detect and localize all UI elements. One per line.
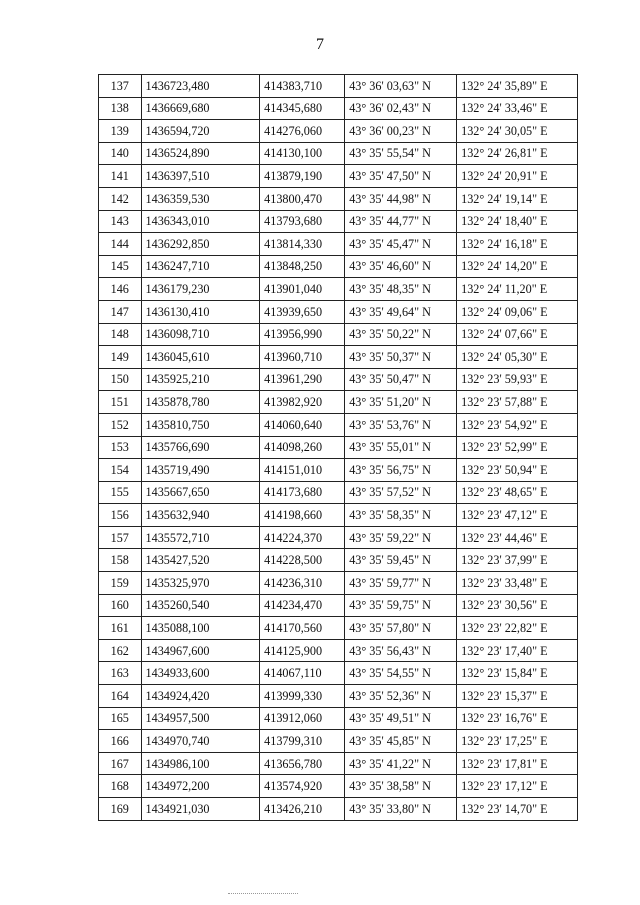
- table-row: [99, 413, 578, 436]
- latitude-cell: 43° 35' 59,45" N: [345, 549, 457, 572]
- point-number-cell: 143: [99, 210, 142, 233]
- table-row: [99, 504, 578, 527]
- table-row: [99, 639, 578, 662]
- point-number-cell: 164: [99, 685, 142, 708]
- table-row: [99, 617, 578, 640]
- y-coordinate-cell: 413656,780: [260, 752, 345, 775]
- longitude-cell: 132° 23' 37,99" E: [457, 549, 578, 572]
- table-row: [99, 549, 578, 572]
- y-coordinate-cell: 413814,330: [260, 233, 345, 256]
- longitude-cell: 132° 23' 50,94" E: [457, 459, 578, 482]
- latitude-cell: 43° 35' 48,35" N: [345, 278, 457, 301]
- point-number-cell: 157: [99, 526, 142, 549]
- longitude-cell: 132° 23' 17,12" E: [457, 775, 578, 798]
- x-coordinate-cell: 1436343,010: [141, 210, 260, 233]
- latitude-cell: 43° 35' 53,76" N: [345, 413, 457, 436]
- point-number-cell: 147: [99, 300, 142, 323]
- x-coordinate-cell: 1436397,510: [141, 165, 260, 188]
- y-coordinate-cell: 414234,470: [260, 594, 345, 617]
- y-coordinate-cell: 413793,680: [260, 210, 345, 233]
- table-row: [99, 368, 578, 391]
- table-row: [99, 594, 578, 617]
- latitude-cell: 43° 35' 59,75" N: [345, 594, 457, 617]
- point-number-cell: 154: [99, 459, 142, 482]
- table-row: [99, 775, 578, 798]
- latitude-cell: 43° 35' 45,85" N: [345, 730, 457, 753]
- point-number-cell: 148: [99, 323, 142, 346]
- latitude-cell: 43° 36' 03,63" N: [345, 75, 457, 98]
- point-number-cell: 137: [99, 75, 142, 98]
- longitude-cell: 132° 24' 09,06" E: [457, 300, 578, 323]
- longitude-cell: 132° 23' 59,93" E: [457, 368, 578, 391]
- latitude-cell: 43° 35' 46,60" N: [345, 255, 457, 278]
- point-number-cell: 151: [99, 391, 142, 414]
- x-coordinate-cell: 1435667,650: [141, 481, 260, 504]
- y-coordinate-cell: 414236,310: [260, 572, 345, 595]
- longitude-cell: 132° 24' 20,91" E: [457, 165, 578, 188]
- point-number-cell: 138: [99, 97, 142, 120]
- longitude-cell: 132° 23' 54,92" E: [457, 413, 578, 436]
- y-coordinate-cell: 413901,040: [260, 278, 345, 301]
- point-number-cell: 156: [99, 504, 142, 527]
- latitude-cell: 43° 35' 56,43" N: [345, 639, 457, 662]
- table-row: [99, 323, 578, 346]
- y-coordinate-cell: 413800,470: [260, 187, 345, 210]
- y-coordinate-cell: 414224,370: [260, 526, 345, 549]
- y-coordinate-cell: 414098,260: [260, 436, 345, 459]
- point-number-cell: 142: [99, 187, 142, 210]
- x-coordinate-cell: 1436594,720: [141, 120, 260, 143]
- point-number-cell: 168: [99, 775, 142, 798]
- latitude-cell: 43° 35' 52,36" N: [345, 685, 457, 708]
- x-coordinate-cell: 1436292,850: [141, 233, 260, 256]
- latitude-cell: 43° 35' 58,35" N: [345, 504, 457, 527]
- y-coordinate-cell: 413574,920: [260, 775, 345, 798]
- y-coordinate-cell: 414345,680: [260, 97, 345, 120]
- table-row: [99, 481, 578, 504]
- longitude-cell: 132° 24' 30,05" E: [457, 120, 578, 143]
- longitude-cell: 132° 23' 16,76" E: [457, 707, 578, 730]
- latitude-cell: 43° 35' 41,22" N: [345, 752, 457, 775]
- point-number-cell: 153: [99, 436, 142, 459]
- y-coordinate-cell: 414198,660: [260, 504, 345, 527]
- x-coordinate-cell: 1434967,600: [141, 639, 260, 662]
- table-row: [99, 752, 578, 775]
- scan-artifact-line: [228, 893, 298, 894]
- table-row: [99, 798, 578, 821]
- page-number: 7: [316, 36, 324, 53]
- y-coordinate-cell: 413912,060: [260, 707, 345, 730]
- point-number-cell: 161: [99, 617, 142, 640]
- x-coordinate-cell: 1435810,750: [141, 413, 260, 436]
- y-coordinate-cell: 413982,920: [260, 391, 345, 414]
- longitude-cell: 132° 23' 17,81" E: [457, 752, 578, 775]
- x-coordinate-cell: 1435427,520: [141, 549, 260, 572]
- latitude-cell: 43° 35' 55,54" N: [345, 142, 457, 165]
- table-row: [99, 97, 578, 120]
- x-coordinate-cell: 1435572,710: [141, 526, 260, 549]
- table-row: [99, 165, 578, 188]
- latitude-cell: 43° 35' 50,22" N: [345, 323, 457, 346]
- y-coordinate-cell: 413848,250: [260, 255, 345, 278]
- point-number-cell: 158: [99, 549, 142, 572]
- longitude-cell: 132° 23' 15,84" E: [457, 662, 578, 685]
- longitude-cell: 132° 24' 14,20" E: [457, 255, 578, 278]
- y-coordinate-cell: 413799,310: [260, 730, 345, 753]
- y-coordinate-cell: 413939,650: [260, 300, 345, 323]
- latitude-cell: 43° 35' 59,77" N: [345, 572, 457, 595]
- y-coordinate-cell: 414170,560: [260, 617, 345, 640]
- y-coordinate-cell: 413960,710: [260, 346, 345, 369]
- y-coordinate-cell: 414383,710: [260, 75, 345, 98]
- x-coordinate-cell: 1435632,940: [141, 504, 260, 527]
- latitude-cell: 43° 35' 38,58" N: [345, 775, 457, 798]
- x-coordinate-cell: 1434921,030: [141, 798, 260, 821]
- longitude-cell: 132° 23' 44,46" E: [457, 526, 578, 549]
- x-coordinate-cell: 1435260,540: [141, 594, 260, 617]
- y-coordinate-cell: 413956,990: [260, 323, 345, 346]
- longitude-cell: 132° 24' 05,30" E: [457, 346, 578, 369]
- table-row: [99, 142, 578, 165]
- longitude-cell: 132° 24' 33,46" E: [457, 97, 578, 120]
- longitude-cell: 132° 23' 17,40" E: [457, 639, 578, 662]
- point-number-cell: 159: [99, 572, 142, 595]
- table-row: [99, 210, 578, 233]
- point-number-cell: 152: [99, 413, 142, 436]
- table-row: [99, 436, 578, 459]
- longitude-cell: 132° 23' 33,48" E: [457, 572, 578, 595]
- latitude-cell: 43° 35' 44,98" N: [345, 187, 457, 210]
- longitude-cell: 132° 23' 22,82" E: [457, 617, 578, 640]
- latitude-cell: 43° 35' 49,64" N: [345, 300, 457, 323]
- point-number-cell: 139: [99, 120, 142, 143]
- x-coordinate-cell: 1435719,490: [141, 459, 260, 482]
- latitude-cell: 43° 35' 59,22" N: [345, 526, 457, 549]
- y-coordinate-cell: 413961,290: [260, 368, 345, 391]
- longitude-cell: 132° 24' 18,40" E: [457, 210, 578, 233]
- latitude-cell: 43° 35' 55,01" N: [345, 436, 457, 459]
- table-row: [99, 233, 578, 256]
- table-row: [99, 391, 578, 414]
- y-coordinate-cell: 414151,010: [260, 459, 345, 482]
- latitude-cell: 43° 35' 54,55" N: [345, 662, 457, 685]
- point-number-cell: 150: [99, 368, 142, 391]
- y-coordinate-cell: 414125,900: [260, 639, 345, 662]
- point-number-cell: 155: [99, 481, 142, 504]
- longitude-cell: 132° 24' 07,66" E: [457, 323, 578, 346]
- y-coordinate-cell: 413879,190: [260, 165, 345, 188]
- table-row: [99, 685, 578, 708]
- latitude-cell: 43° 36' 00,23" N: [345, 120, 457, 143]
- table-row: [99, 120, 578, 143]
- x-coordinate-cell: 1435325,970: [141, 572, 260, 595]
- latitude-cell: 43° 35' 51,20" N: [345, 391, 457, 414]
- longitude-cell: 132° 23' 30,56" E: [457, 594, 578, 617]
- x-coordinate-cell: 1436524,890: [141, 142, 260, 165]
- point-number-cell: 160: [99, 594, 142, 617]
- latitude-cell: 43° 35' 44,77" N: [345, 210, 457, 233]
- longitude-cell: 132° 23' 48,65" E: [457, 481, 578, 504]
- longitude-cell: 132° 23' 14,70" E: [457, 798, 578, 821]
- point-number-cell: 146: [99, 278, 142, 301]
- y-coordinate-cell: 414173,680: [260, 481, 345, 504]
- longitude-cell: 132° 23' 52,99" E: [457, 436, 578, 459]
- x-coordinate-cell: 1435766,690: [141, 436, 260, 459]
- y-coordinate-cell: 414060,640: [260, 413, 345, 436]
- latitude-cell: 43° 35' 57,52" N: [345, 481, 457, 504]
- table-row: [99, 730, 578, 753]
- latitude-cell: 43° 35' 50,47" N: [345, 368, 457, 391]
- longitude-cell: 132° 24' 26,81" E: [457, 142, 578, 165]
- x-coordinate-cell: 1435878,780: [141, 391, 260, 414]
- y-coordinate-cell: 414276,060: [260, 120, 345, 143]
- x-coordinate-cell: 1436723,480: [141, 75, 260, 98]
- latitude-cell: 43° 35' 33,80" N: [345, 798, 457, 821]
- x-coordinate-cell: 1436179,230: [141, 278, 260, 301]
- x-coordinate-cell: 1434972,200: [141, 775, 260, 798]
- x-coordinate-cell: 1434924,420: [141, 685, 260, 708]
- x-coordinate-cell: 1434986,100: [141, 752, 260, 775]
- y-coordinate-cell: 414228,500: [260, 549, 345, 572]
- latitude-cell: 43° 35' 47,50" N: [345, 165, 457, 188]
- latitude-cell: 43° 35' 49,51" N: [345, 707, 457, 730]
- table-row: [99, 572, 578, 595]
- table-row: [99, 459, 578, 482]
- longitude-cell: 132° 24' 19,14" E: [457, 187, 578, 210]
- x-coordinate-cell: 1436098,710: [141, 323, 260, 346]
- x-coordinate-cell: 1436669,680: [141, 97, 260, 120]
- point-number-cell: 149: [99, 346, 142, 369]
- point-number-cell: 140: [99, 142, 142, 165]
- point-number-cell: 166: [99, 730, 142, 753]
- point-number-cell: 144: [99, 233, 142, 256]
- latitude-cell: 43° 35' 50,37" N: [345, 346, 457, 369]
- x-coordinate-cell: 1436359,530: [141, 187, 260, 210]
- x-coordinate-cell: 1436045,610: [141, 346, 260, 369]
- longitude-cell: 132° 23' 15,37" E: [457, 685, 578, 708]
- latitude-cell: 43° 36' 02,43" N: [345, 97, 457, 120]
- point-number-cell: 165: [99, 707, 142, 730]
- point-number-cell: 141: [99, 165, 142, 188]
- coordinates-table: [98, 74, 578, 821]
- point-number-cell: 145: [99, 255, 142, 278]
- longitude-cell: 132° 23' 47,12" E: [457, 504, 578, 527]
- table-row: [99, 662, 578, 685]
- x-coordinate-cell: 1434933,600: [141, 662, 260, 685]
- longitude-cell: 132° 24' 11,20" E: [457, 278, 578, 301]
- y-coordinate-cell: 414067,110: [260, 662, 345, 685]
- table-row: [99, 707, 578, 730]
- coordinates-table-body: [99, 75, 578, 821]
- table-row: [99, 255, 578, 278]
- y-coordinate-cell: 413426,210: [260, 798, 345, 821]
- table-row: [99, 346, 578, 369]
- latitude-cell: 43° 35' 56,75" N: [345, 459, 457, 482]
- table-row: [99, 278, 578, 301]
- latitude-cell: 43° 35' 57,80" N: [345, 617, 457, 640]
- table-row: [99, 300, 578, 323]
- point-number-cell: 163: [99, 662, 142, 685]
- latitude-cell: 43° 35' 45,47" N: [345, 233, 457, 256]
- x-coordinate-cell: 1434970,740: [141, 730, 260, 753]
- point-number-cell: 169: [99, 798, 142, 821]
- longitude-cell: 132° 24' 35,89" E: [457, 75, 578, 98]
- table-row: [99, 187, 578, 210]
- x-coordinate-cell: 1436247,710: [141, 255, 260, 278]
- table-row: [99, 75, 578, 98]
- longitude-cell: 132° 23' 17,25" E: [457, 730, 578, 753]
- longitude-cell: 132° 24' 16,18" E: [457, 233, 578, 256]
- point-number-cell: 162: [99, 639, 142, 662]
- x-coordinate-cell: 1436130,410: [141, 300, 260, 323]
- longitude-cell: 132° 23' 57,88" E: [457, 391, 578, 414]
- x-coordinate-cell: 1434957,500: [141, 707, 260, 730]
- y-coordinate-cell: 413999,330: [260, 685, 345, 708]
- x-coordinate-cell: 1435088,100: [141, 617, 260, 640]
- point-number-cell: 167: [99, 752, 142, 775]
- x-coordinate-cell: 1435925,210: [141, 368, 260, 391]
- y-coordinate-cell: 414130,100: [260, 142, 345, 165]
- table-row: [99, 526, 578, 549]
